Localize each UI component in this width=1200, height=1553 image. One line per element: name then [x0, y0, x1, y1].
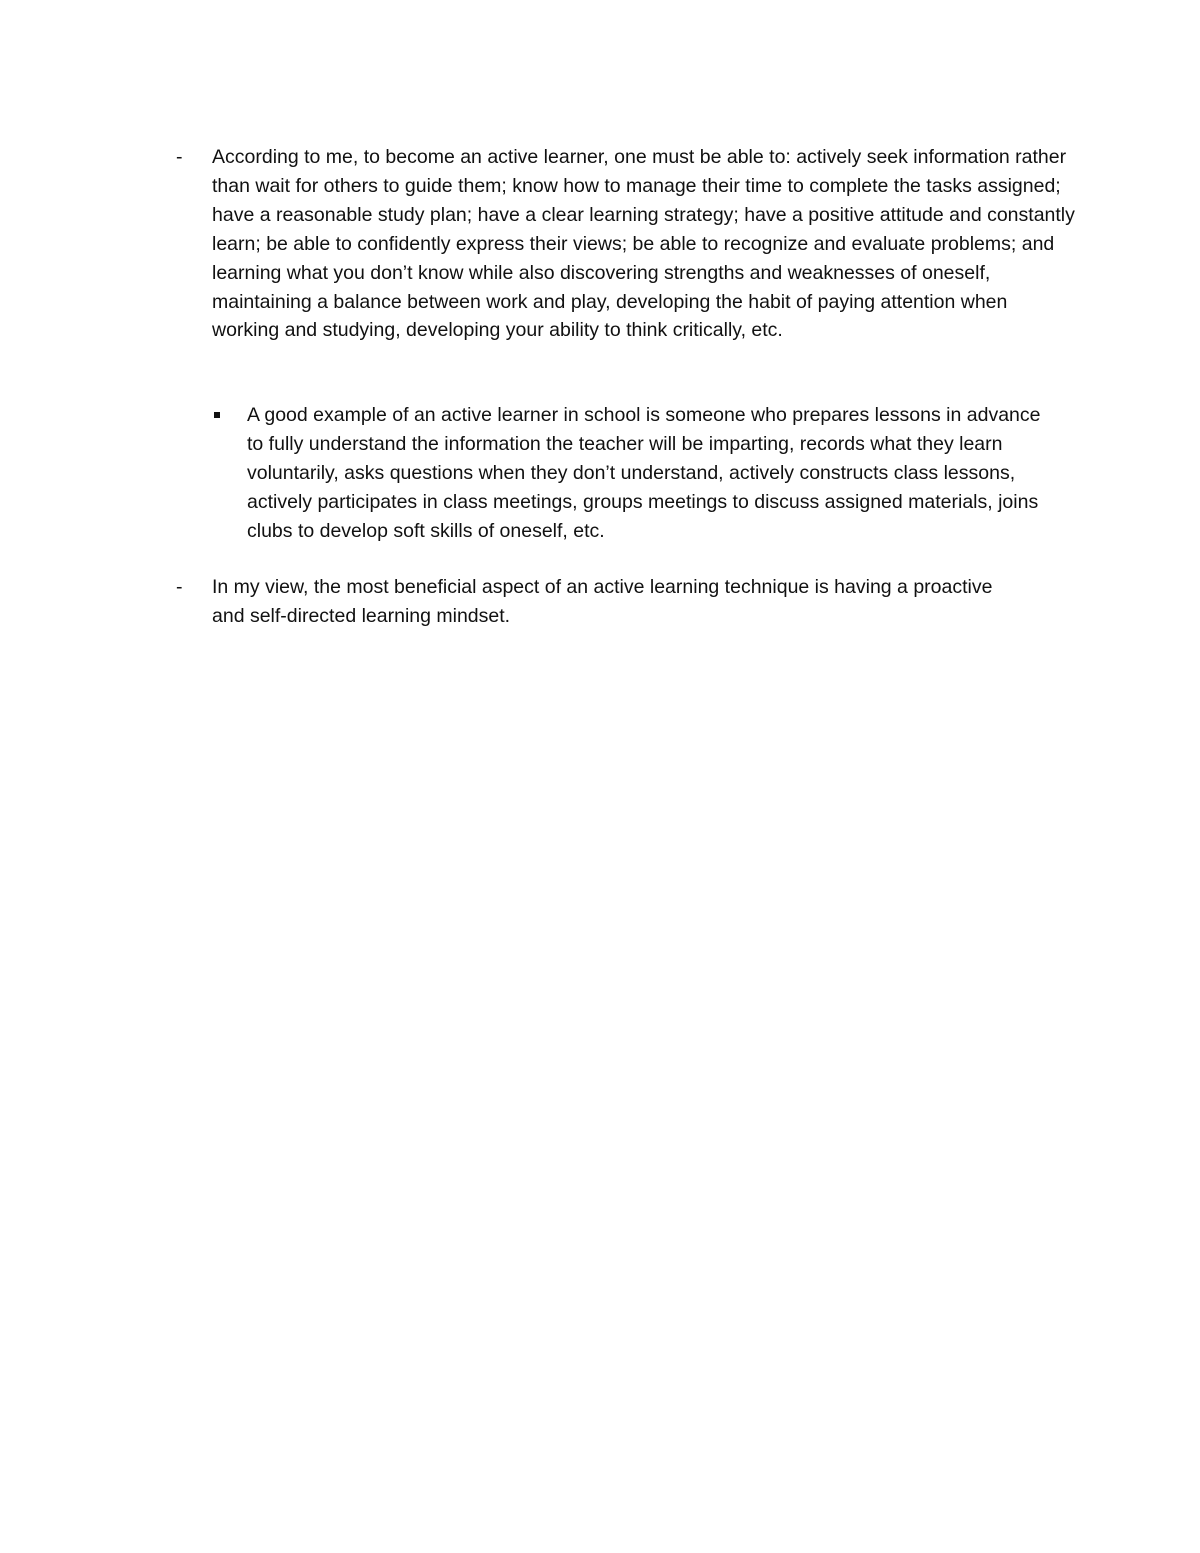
square-bullet-icon — [214, 412, 220, 418]
paragraph-text: In my view, the most beneficial aspect of an active learning technique is having a proactive and self-directed learning mindset. — [212, 576, 993, 627]
dash-marker: - — [176, 146, 183, 168]
paragraph-text: According to me, to become an active learner, one must be able to: actively seek information rather than wait for others to guide them; know how to manage their time to complete the tasks assigned; have a reasonable study plan; have a clear learning strategy; have a positive attitude and constantly learn; be able to confidently express their views; be able to recognize and evaluate problems; and learning what you don’t know while also discovering strengths and weaknesses of oneself, maintaining a balance between work and play, developing the habit of paying attention when working and studying, developing your ability to think critically, etc. — [212, 146, 1075, 342]
dash-marker: - — [176, 576, 183, 598]
paragraph-text: A good example of an active learner in school is someone who prepares lessons in advance to fully understand the information the teacher will be imparting, records what they learn voluntarily, asks questions when they don’t understand, actively constructs class lessons, actively participates in class meetings, groups meetings to discuss assigned materials, joins clubs to develop soft skills of oneself, etc. — [247, 404, 1041, 542]
